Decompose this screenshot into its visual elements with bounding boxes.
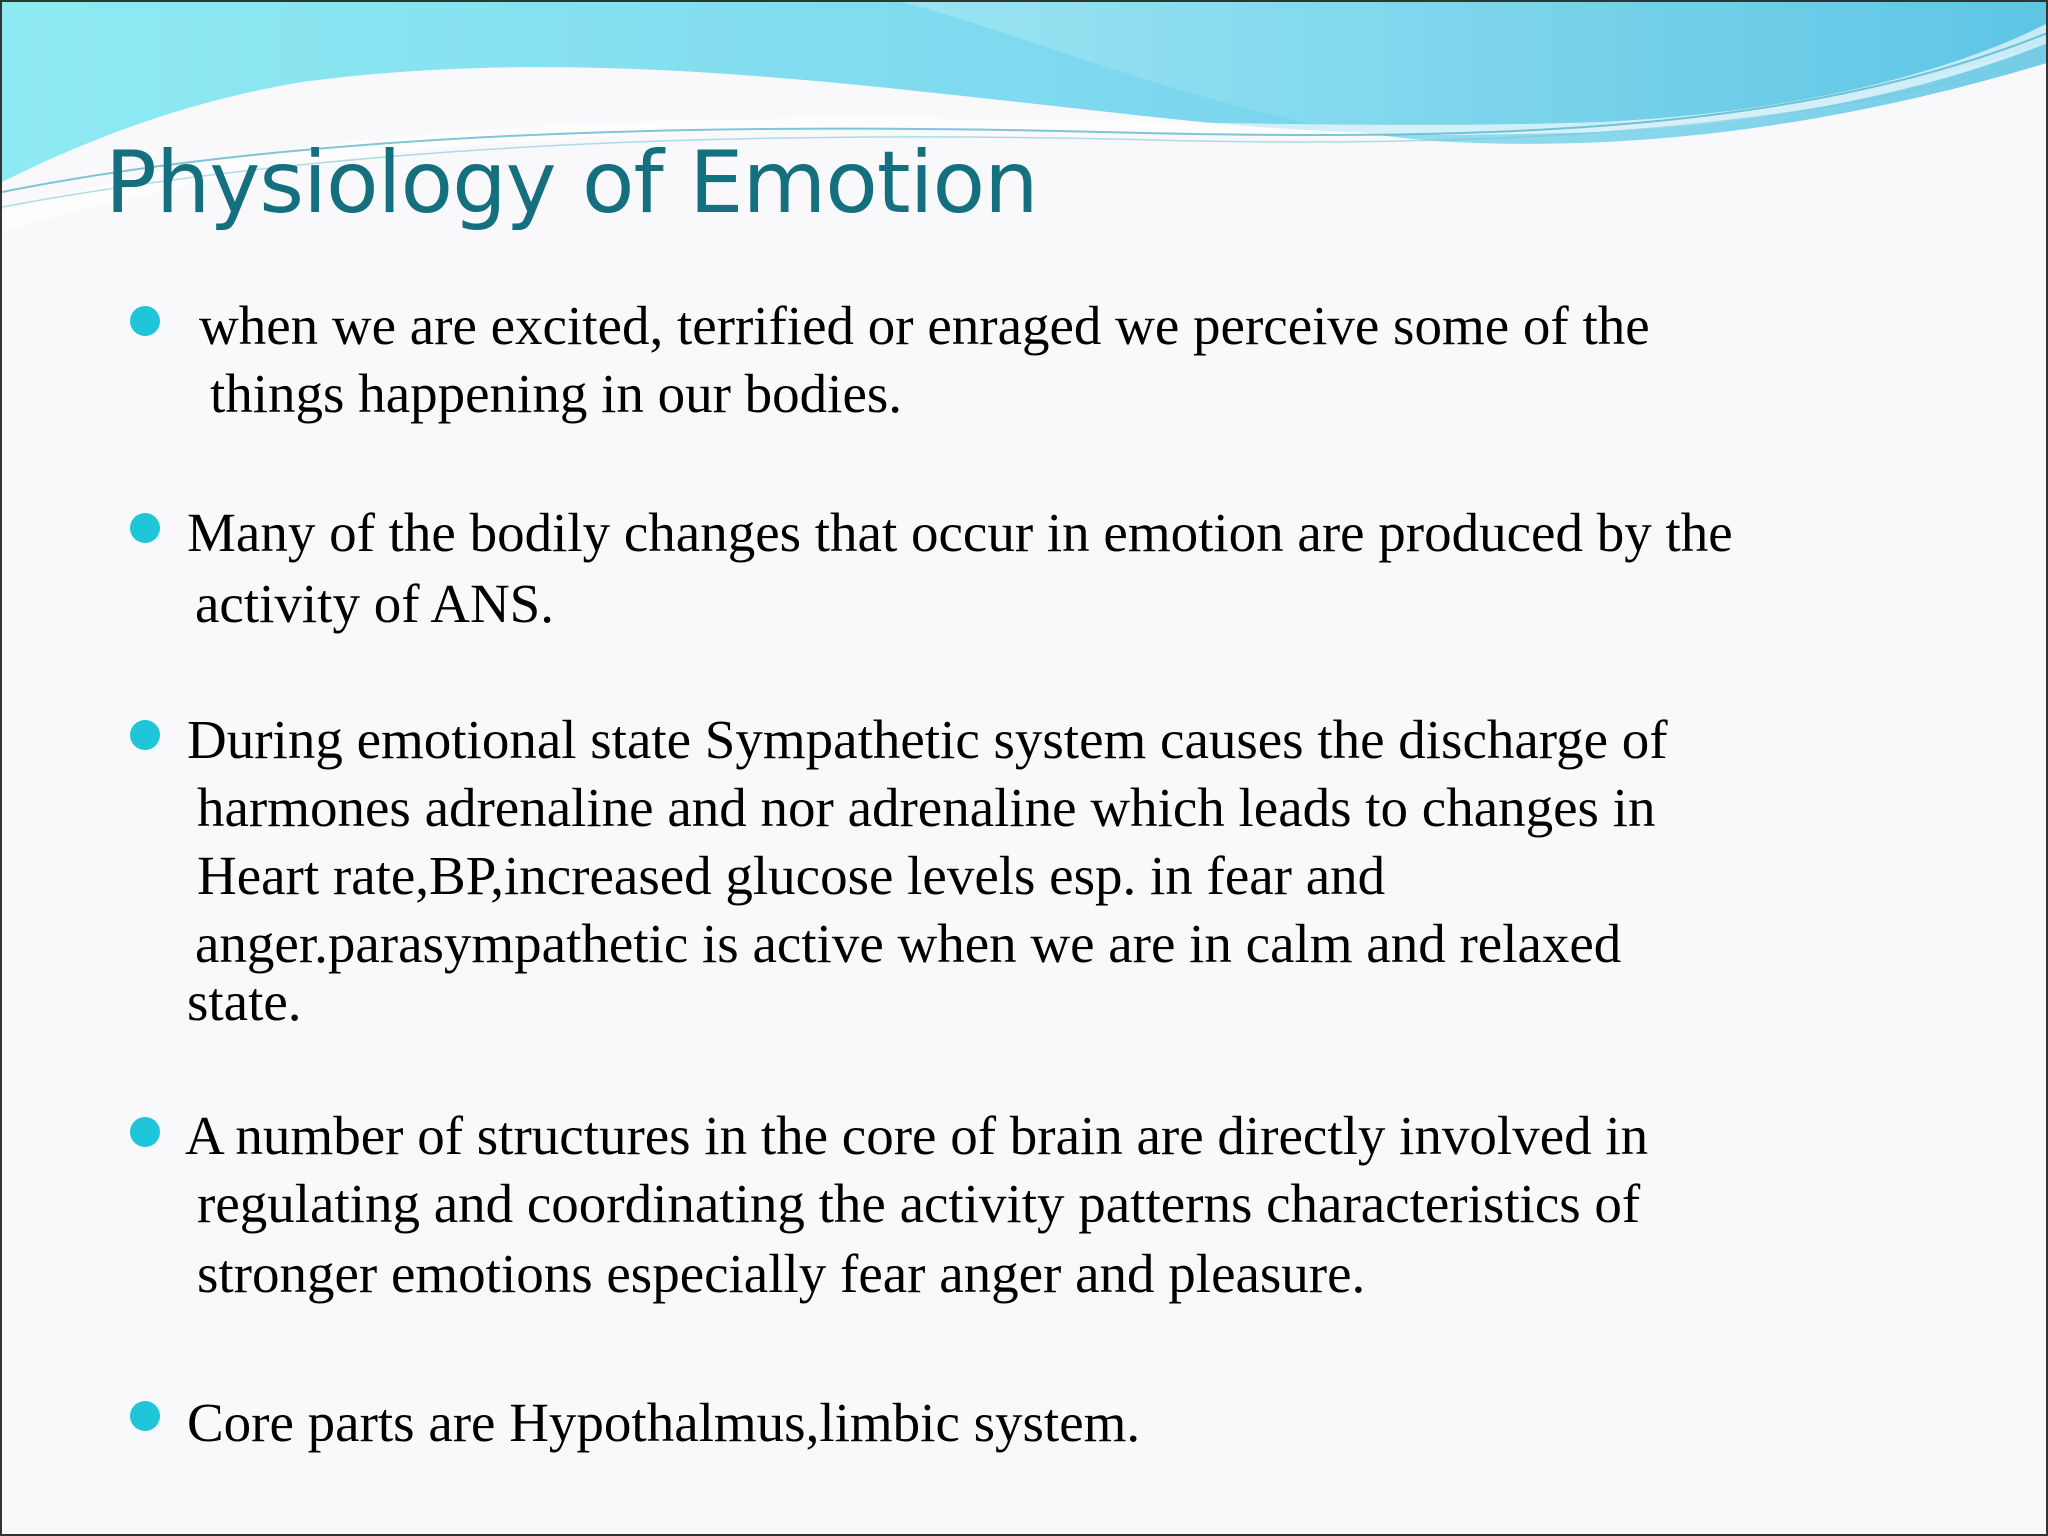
bullet-dot	[130, 720, 160, 750]
bullet-1-line-2: things happening in our bodies.	[210, 363, 903, 424]
bullet-3-line-2: harmones adrenaline and nor adrenaline which leads to changes in	[197, 777, 1656, 838]
bullet-dot	[130, 1401, 160, 1431]
bullet-1-line-1: when we are excited, terrified or enraged we perceive some of the	[199, 295, 1650, 356]
bullet-3-line-5: state.	[187, 971, 302, 1032]
bullet-dot	[130, 306, 160, 336]
bullet-4-line-3: stronger emotions especially fear anger and pleasure.	[197, 1243, 1366, 1304]
bullet-4-line-1: A number of structures in the core of brain are directly involved in	[185, 1105, 1649, 1166]
bullet-3-line-3: Heart rate,BP,increased glucose levels esp. in fear and	[197, 845, 1386, 906]
bullet-3-line-1: During emotional state Sympathetic system causes the discharge of	[187, 709, 1668, 770]
bullet-5-line-1: Core parts are Hypothalmus,limbic system.	[187, 1392, 1141, 1453]
bullet-4-line-2: regulating and coordinating the activity patterns characteristics of	[197, 1173, 1641, 1234]
bullet-3-line-4: anger.parasympathetic is active when we are in calm and relaxed	[195, 913, 1622, 974]
bullet-dot	[130, 1117, 160, 1147]
bullet-2-line-1: Many of the bodily changes that occur in emotion are produced by the	[187, 502, 1733, 563]
bullet-dot	[130, 513, 160, 543]
slide-title: Physiology of Emotion	[105, 133, 1038, 233]
bullet-2-line-2: activity of ANS.	[195, 573, 555, 634]
